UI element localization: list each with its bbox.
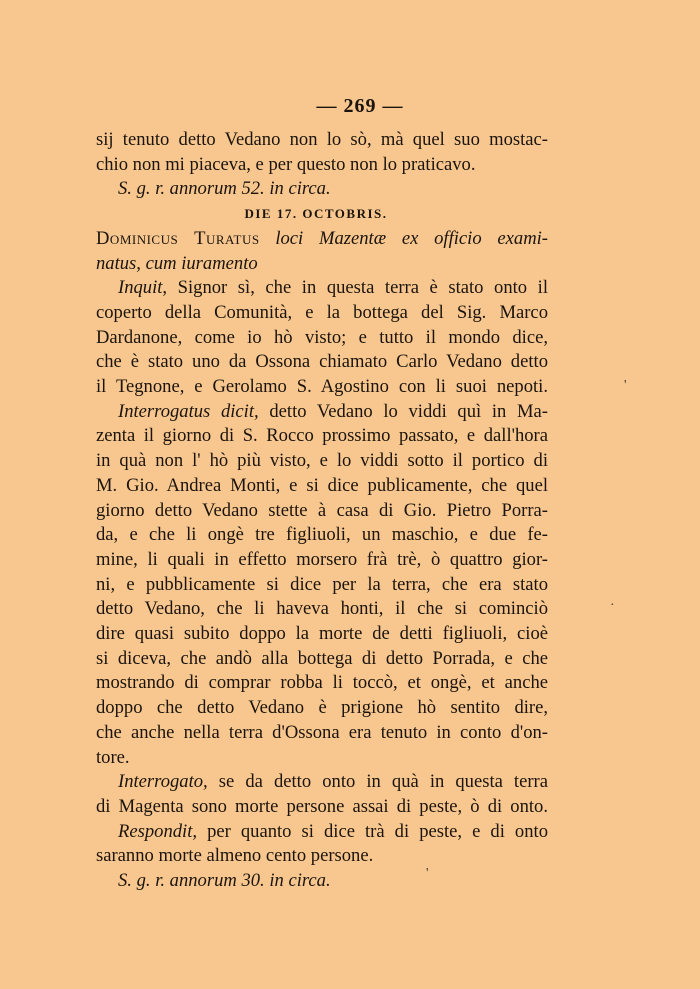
print-speck: · [610,598,615,613]
date-heading: DIE 17. OCTOBRIS. [244,206,388,222]
text-line: mine, li quali in effetto morsero frà trè, ò quattro gior- [96,548,548,570]
signature-line: S. g. r. annorum 30. in circa. [118,870,331,892]
text-line: natus, cum iuramento [96,252,258,274]
text-line: Dardanone, come io hò visto; e tutto il mondo dice, [96,326,548,348]
witness-intro: loci Mazentæ ex officio exami- [275,227,548,249]
text-line: Inquit, Signor sì, che in questa terra è stato onto il [118,277,548,299]
text-line: che è stato uno da Ossona chiamato Carlo Vedano detto [96,351,548,373]
text-line: Interrogatus dicit, detto Vedano lo viddi quì in Ma- [118,400,549,422]
text-line: il Tegnone, e Gerolamo S. Agostino con li suoi nepoti. [96,376,548,398]
text-line: Respondit, per quanto si dice trà di peste, e di onto [118,820,548,842]
text-line: saranno morte almeno cento persone. [96,845,374,867]
text-line: da, e che li ongè tre figliuoli, un maschio, e due fe- [96,524,548,546]
text-line: zenta il giorno di S. Rocco prossimo passato, e dall'hora [96,425,548,447]
page-number: — 269 — [316,95,404,117]
text-line: tore. [96,746,130,768]
text-line: giorno detto Vedano stette à casa di Gio. Pietro Porra- [96,499,548,521]
page-body [96,128,548,894]
print-speck: ' [624,378,627,393]
signature-line: S. g. r. annorum 52. in circa. [118,178,331,200]
text-line: M. Gio. Andrea Monti, e si dice publicamente, che quel [96,474,548,496]
text-line: che anche nella terra d'Ossona era tenuto in conto d'on- [96,721,548,743]
text-line [96,227,548,252]
text-line: ni, e pubblicamente si dice per la terra, che era stato [96,573,548,595]
respondit-label: Respondit, [118,820,198,842]
text-line: coperto della Comunità, e la bottega del Sig. Marco [96,301,548,323]
print-speck: ' [426,866,429,881]
inquit-label: Inquit [118,277,163,299]
text-line: detto Vedano, che li haveva honti, il che si cominciò [96,598,548,620]
text-line: doppo che detto Vedano è prigione hò sentito dire, [96,697,548,719]
text-line: sij tenuto detto Vedano non lo sò, mà quel suo mostac- [96,129,548,150]
interrogato-label: Interrogato, [118,771,208,793]
text-line: in quà non l' hò più visto, e lo viddi sotto il portico di [96,450,548,472]
text-line: si diceva, che andò alla bottega di detto Porrada, e che [96,647,548,669]
interrogatus-label: Interrogatus dicit, [118,400,259,422]
text-line: Interrogato, se da detto onto in quà in questa terra [118,771,548,793]
text-line: mostrando di comprar robba li toccò, et ongè, et anche [96,672,548,694]
text-line: dire quasi subito doppo la morte de detti figliuoli, cioè [96,623,548,645]
witness-name: Dominicus Turatus [96,227,260,249]
text-line: chio non mi piaceva, e per questo non lo praticavo. [96,153,476,175]
text-line: di Magenta sono morte persone assai di peste, ò di onto. [96,795,548,817]
